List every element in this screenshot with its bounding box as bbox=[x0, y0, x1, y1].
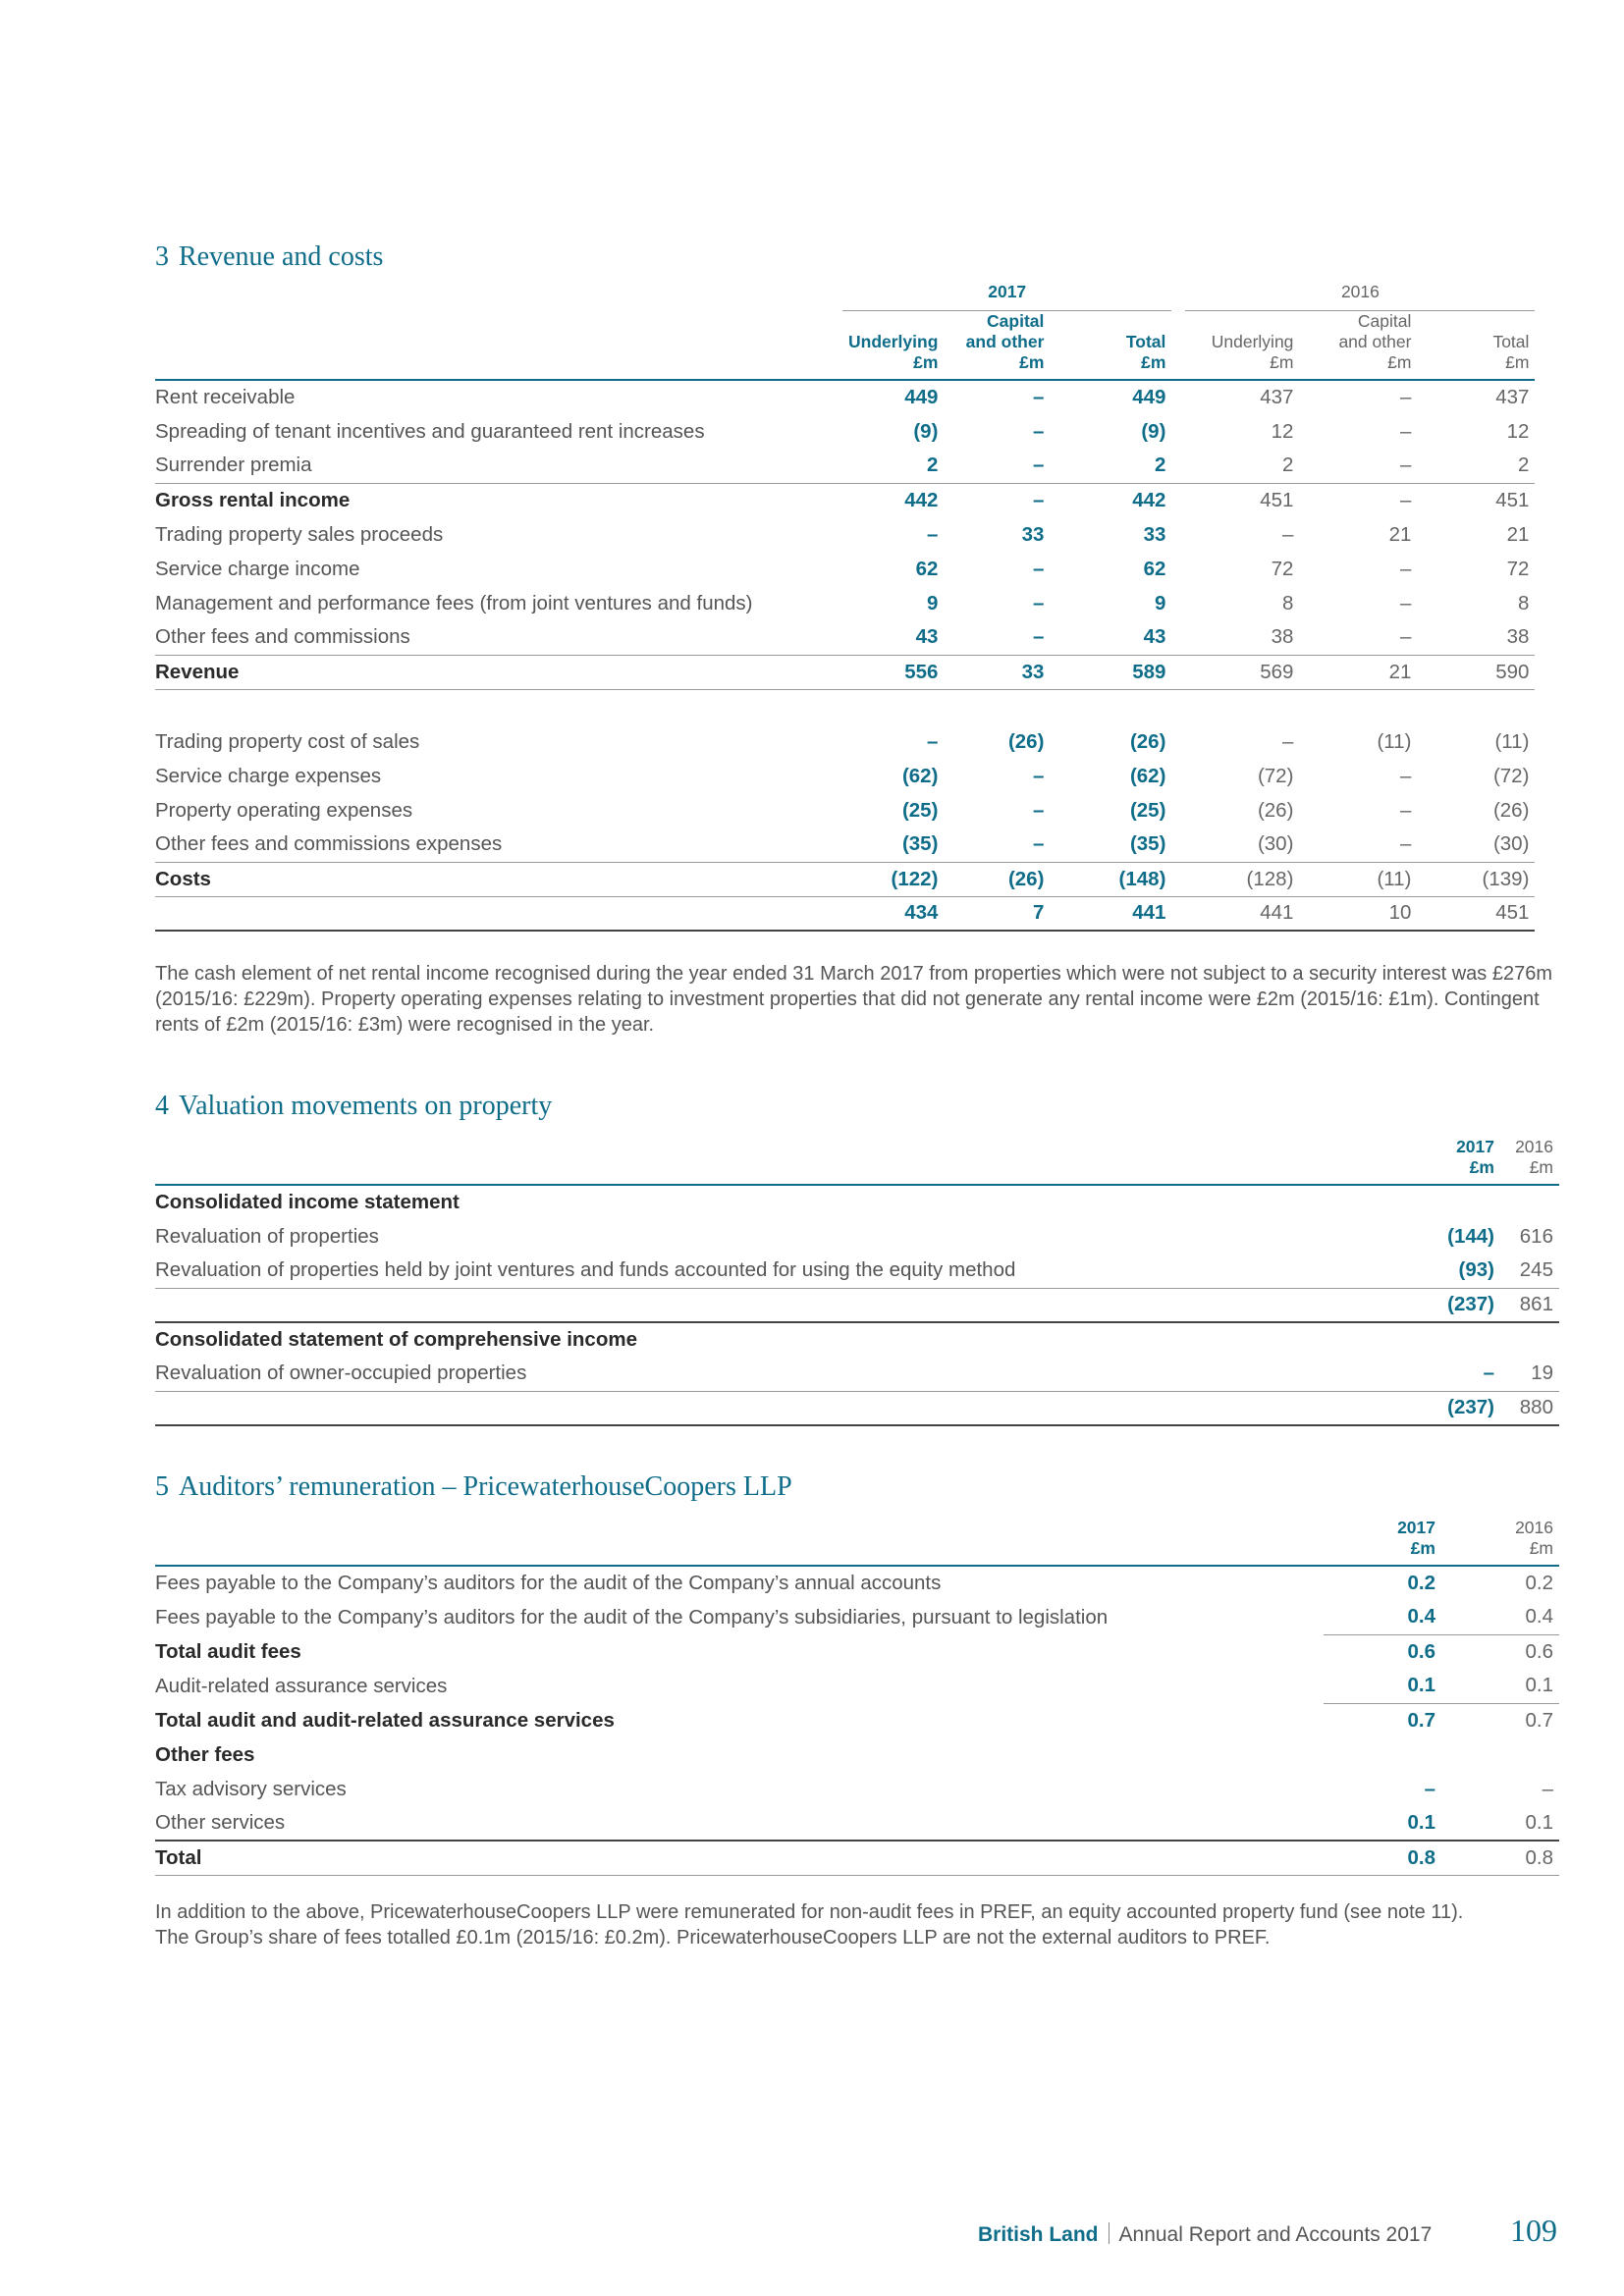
total-row bbox=[155, 1391, 1559, 1425]
cell: 434 bbox=[842, 896, 944, 931]
cell: (93) bbox=[1441, 1254, 1500, 1288]
row-label: Costs bbox=[155, 862, 842, 896]
note-number: 5 bbox=[155, 1471, 169, 1502]
cell: – bbox=[1400, 798, 1412, 822]
cell: – bbox=[1282, 522, 1294, 546]
table-row bbox=[155, 793, 1535, 828]
row-label: Revaluation of properties held by joint ventures and funds accounted for using the equity method bbox=[155, 1254, 1441, 1288]
row-label: Tax advisory services bbox=[155, 1777, 347, 1800]
cell: (26) bbox=[1129, 729, 1166, 753]
cell: – bbox=[1033, 419, 1045, 443]
cell: 0.1 bbox=[1441, 1806, 1559, 1841]
col-capital-prior: Capital and other £m bbox=[1299, 311, 1417, 381]
cell: 8 bbox=[1282, 591, 1294, 614]
row-label: Other fees and commissions bbox=[155, 620, 842, 655]
table-row bbox=[155, 517, 1535, 552]
cell: 10 bbox=[1299, 896, 1417, 931]
row-label: Fees payable to the Company’s auditors for the audit of the Company’s annual accounts bbox=[155, 1572, 942, 1594]
cell: (30) bbox=[1417, 828, 1535, 862]
cell: (26) bbox=[1007, 729, 1045, 753]
row-label: Trading property sales proceeds bbox=[155, 522, 444, 546]
cell: 9 bbox=[927, 591, 939, 614]
cell: – bbox=[1033, 488, 1045, 511]
col-2016: 2016 £m bbox=[1441, 1518, 1559, 1566]
cell: 19 bbox=[1500, 1357, 1559, 1391]
table-row bbox=[155, 759, 1535, 793]
cell bbox=[1324, 1737, 1441, 1772]
row-label: Total audit and audit-related assurance services bbox=[155, 1708, 615, 1732]
cell: 72 bbox=[1271, 557, 1294, 580]
cell: – bbox=[1400, 591, 1412, 614]
cell: 0.2 bbox=[1525, 1572, 1553, 1594]
year-prior: 2016 bbox=[1185, 278, 1535, 311]
cell: 21 bbox=[1506, 522, 1530, 546]
cell: (144) bbox=[1447, 1224, 1494, 1248]
cell: 0.2 bbox=[1407, 1572, 1435, 1594]
cell: – bbox=[1424, 1777, 1435, 1800]
note-3-heading bbox=[155, 241, 383, 273]
col-2017: 2017 £m bbox=[1441, 1137, 1500, 1185]
cell: 43 bbox=[1050, 620, 1171, 655]
cell: 2 bbox=[1050, 449, 1171, 483]
table-row bbox=[155, 1669, 1559, 1703]
row-label: Total bbox=[155, 1841, 1324, 1875]
cell: 0.7 bbox=[1525, 1708, 1553, 1732]
cell: 0.8 bbox=[1324, 1841, 1441, 1875]
cell: (72) bbox=[1492, 764, 1530, 787]
col-underlying-prior: Underlying £m bbox=[1185, 311, 1299, 381]
cell: 616 bbox=[1519, 1224, 1553, 1248]
page-number: 109 bbox=[1510, 2213, 1557, 2248]
note-number: 4 bbox=[155, 1091, 169, 1121]
brand-name: British Land bbox=[978, 2223, 1099, 2246]
row-label: Spreading of tenant incentives and guaranteed rent increases bbox=[155, 419, 705, 443]
cell: 442 bbox=[904, 488, 939, 511]
cell: – bbox=[927, 522, 939, 546]
cell: (122) bbox=[842, 862, 944, 896]
cell: 442 bbox=[1132, 488, 1166, 511]
column-header-row bbox=[155, 1137, 1559, 1185]
table-row bbox=[155, 586, 1535, 620]
cell: (11) bbox=[1494, 729, 1530, 753]
page-footer bbox=[978, 2222, 1432, 2247]
group-heading-row bbox=[155, 1737, 1559, 1772]
row-label: Trading property cost of sales bbox=[155, 729, 420, 753]
column-header-row bbox=[155, 1518, 1559, 1566]
cell: 2 bbox=[1417, 449, 1535, 483]
row-label: Total audit fees bbox=[155, 1639, 301, 1663]
cell: (237) bbox=[1441, 1391, 1500, 1425]
cell: 589 bbox=[1050, 655, 1171, 689]
table-row bbox=[155, 1806, 1559, 1841]
cell: – bbox=[1299, 449, 1417, 483]
auditors-remuneration-table bbox=[155, 1518, 1559, 1876]
row-label: Service charge expenses bbox=[155, 764, 382, 787]
table-row bbox=[155, 620, 1535, 655]
row-label: Revaluation of properties bbox=[155, 1224, 379, 1248]
note-title: Valuation movements on property bbox=[179, 1091, 553, 1121]
row-label: Property operating expenses bbox=[155, 798, 413, 822]
cell: – bbox=[1400, 419, 1412, 443]
cell: – bbox=[1033, 798, 1045, 822]
cell: (237) bbox=[1441, 1288, 1500, 1322]
cell: (148) bbox=[1050, 862, 1171, 896]
table-row bbox=[155, 1566, 1559, 1600]
cell: (9) bbox=[913, 419, 939, 443]
cell: (9) bbox=[1141, 419, 1166, 443]
cell: – bbox=[1400, 557, 1412, 580]
cell: 590 bbox=[1417, 655, 1535, 689]
cell: 0.1 bbox=[1441, 1669, 1559, 1703]
cell: 21 bbox=[1388, 522, 1412, 546]
note-number: 3 bbox=[155, 241, 169, 272]
cell: 43 bbox=[842, 620, 944, 655]
table-row bbox=[155, 1219, 1559, 1254]
cell: 451 bbox=[1260, 488, 1294, 511]
cell: 9 bbox=[1155, 591, 1166, 614]
revenue-costs-table bbox=[155, 278, 1535, 932]
cell: – bbox=[1033, 557, 1045, 580]
cell: 569 bbox=[1185, 655, 1299, 689]
cell: – bbox=[927, 729, 939, 753]
subtotal-row bbox=[155, 1634, 1559, 1669]
cell: 72 bbox=[1506, 557, 1530, 580]
cell: – bbox=[1400, 488, 1412, 511]
note-title: Revenue and costs bbox=[179, 241, 384, 272]
cell: (72) bbox=[1257, 764, 1294, 787]
cell bbox=[1500, 1185, 1559, 1219]
table-row bbox=[155, 724, 1535, 759]
cell: 12 bbox=[1506, 419, 1530, 443]
cell: (11) bbox=[1299, 862, 1417, 896]
row-label: Other fees and commissions expenses bbox=[155, 828, 842, 862]
row-label bbox=[155, 896, 842, 931]
cell: 441 bbox=[1185, 896, 1299, 931]
row-label: Consolidated statement of comprehensive income bbox=[155, 1328, 637, 1351]
note-title: Auditors’ remuneration – PricewaterhouseCoopers LLP bbox=[179, 1471, 792, 1502]
cell: 861 bbox=[1500, 1288, 1559, 1322]
subtotal-row bbox=[155, 862, 1535, 896]
col-capital-current: Capital and other £m bbox=[944, 311, 1050, 381]
cell: – bbox=[944, 828, 1050, 862]
cell bbox=[1441, 1322, 1500, 1357]
col-2017: 2017 £m bbox=[1324, 1518, 1441, 1566]
cell: 0.1 bbox=[1324, 1669, 1441, 1703]
row-label: Fees payable to the Company’s auditors for the audit of the Company’s subsidiaries, pursuant to legislation bbox=[155, 1605, 1109, 1629]
row-label: Surrender premia bbox=[155, 449, 842, 483]
footer-divider bbox=[1109, 2222, 1110, 2244]
cell: – bbox=[1033, 386, 1045, 408]
row-label bbox=[155, 1288, 1441, 1322]
cell: – bbox=[1282, 729, 1294, 753]
row-label: Audit-related assurance services bbox=[155, 1674, 448, 1697]
cell bbox=[1441, 1737, 1559, 1772]
cell: 38 bbox=[1185, 620, 1299, 655]
cell: – bbox=[1033, 764, 1045, 787]
cell bbox=[1441, 1185, 1500, 1219]
cell: 437 bbox=[1260, 386, 1294, 408]
cell: 451 bbox=[1417, 896, 1535, 931]
cell: 0.8 bbox=[1441, 1841, 1559, 1875]
row-label: Revenue bbox=[155, 655, 842, 689]
row-label: Consolidated income statement bbox=[155, 1191, 460, 1213]
table-row bbox=[155, 380, 1535, 414]
cell: 62 bbox=[1143, 557, 1166, 580]
col-total-prior: Total £m bbox=[1417, 311, 1535, 381]
cell: (26) bbox=[1257, 798, 1294, 822]
note-3-paragraph: The cash element of net rental income recognised during the year ended 31 March 2017 from properties which were not subject to a security interest was £276m (2015/16: £229m). Property operating expenses relating to investment properties that did not generate any rental income were £2m (2015/16: £1m). Contingent rents of £2m (2015/16: £3m) were recognised in the year. bbox=[155, 963, 1552, 1036]
cell: – bbox=[944, 449, 1050, 483]
cell: 2 bbox=[1185, 449, 1299, 483]
cell: 437 bbox=[1495, 386, 1530, 408]
cell: 8 bbox=[1518, 591, 1530, 614]
cell: (62) bbox=[1129, 764, 1166, 787]
row-label: Service charge income bbox=[155, 557, 360, 580]
cell: 0.7 bbox=[1407, 1708, 1435, 1732]
cell: 21 bbox=[1299, 655, 1417, 689]
cell: 449 bbox=[904, 386, 939, 408]
cell: (128) bbox=[1185, 862, 1299, 896]
cell: 245 bbox=[1500, 1254, 1559, 1288]
table-row bbox=[155, 1254, 1559, 1288]
cell: 880 bbox=[1500, 1391, 1559, 1425]
note-4-heading bbox=[155, 1091, 552, 1122]
note-5-heading bbox=[155, 1471, 792, 1503]
col-total-current: Total £m bbox=[1050, 311, 1171, 381]
cell: 449 bbox=[1132, 386, 1166, 408]
table-row bbox=[155, 1600, 1559, 1634]
cell: – bbox=[1400, 386, 1412, 408]
table-row bbox=[155, 1772, 1559, 1806]
cell: (25) bbox=[901, 798, 939, 822]
col-2016: 2016 £m bbox=[1500, 1137, 1559, 1185]
cell: (26) bbox=[944, 862, 1050, 896]
cell: 556 bbox=[842, 655, 944, 689]
row-label: Revaluation of owner-occupied properties bbox=[155, 1357, 1441, 1391]
cell: 33 bbox=[944, 655, 1050, 689]
cell: 0.4 bbox=[1324, 1600, 1441, 1634]
subtotal-row bbox=[155, 1703, 1559, 1737]
cell: 62 bbox=[915, 557, 939, 580]
cell: – bbox=[1542, 1777, 1553, 1800]
cell: 441 bbox=[1050, 896, 1171, 931]
cell: 7 bbox=[944, 896, 1050, 931]
valuation-movements-table bbox=[155, 1137, 1559, 1426]
subtotal-row bbox=[155, 655, 1535, 689]
row-label bbox=[155, 1391, 1441, 1425]
cell: (62) bbox=[901, 764, 939, 787]
table-row bbox=[155, 449, 1535, 483]
cell: 38 bbox=[1417, 620, 1535, 655]
cell: – bbox=[1299, 620, 1417, 655]
spacer-row bbox=[155, 689, 1535, 724]
cell: – bbox=[1299, 828, 1417, 862]
cell: (139) bbox=[1417, 862, 1535, 896]
total-row bbox=[155, 1841, 1559, 1875]
cell: 0.6 bbox=[1525, 1639, 1553, 1663]
cell: 451 bbox=[1495, 488, 1530, 511]
cell: – bbox=[944, 620, 1050, 655]
note-5-paragraph: In addition to the above, PricewaterhouseCoopers LLP were remunerated for non-audit fees in PREF, an equity accounted property fund (see note 11). The Group’s share of fees totalled £0.1m (2015/16: £0.2m). PricewaterhouseCoopers LLP are not the external auditors to PREF. bbox=[155, 1901, 1464, 1949]
total-row bbox=[155, 896, 1535, 931]
cell: – bbox=[1400, 764, 1412, 787]
table-row bbox=[155, 828, 1535, 862]
col-underlying-current: Underlying £m bbox=[842, 311, 944, 381]
cell: (35) bbox=[842, 828, 944, 862]
row-label: Rent receivable bbox=[155, 386, 296, 408]
row-label: Other fees bbox=[155, 1742, 255, 1766]
row-label: Other services bbox=[155, 1806, 1324, 1841]
subtotal-row bbox=[155, 483, 1535, 517]
cell: – bbox=[1441, 1357, 1500, 1391]
cell: (25) bbox=[1129, 798, 1166, 822]
cell: (11) bbox=[1377, 729, 1412, 753]
group-heading-row bbox=[155, 1322, 1559, 1357]
cell: – bbox=[1033, 591, 1045, 614]
year-header-row bbox=[155, 278, 1535, 311]
cell: (26) bbox=[1492, 798, 1530, 822]
publication-title: Annual Report and Accounts 2017 bbox=[1118, 2223, 1433, 2246]
table-row bbox=[155, 552, 1535, 586]
column-header-row bbox=[155, 311, 1535, 381]
table-row bbox=[155, 1357, 1559, 1391]
group-heading-row bbox=[155, 1185, 1559, 1219]
cell: 12 bbox=[1271, 419, 1294, 443]
cell: 0.4 bbox=[1441, 1600, 1559, 1634]
year-current: 2017 bbox=[842, 278, 1171, 311]
subtotal-row bbox=[155, 1288, 1559, 1322]
cell: 0.6 bbox=[1407, 1639, 1435, 1663]
table-row bbox=[155, 414, 1535, 449]
row-label: Management and performance fees (from joint ventures and funds) bbox=[155, 591, 753, 614]
cell: (35) bbox=[1050, 828, 1171, 862]
row-label: Gross rental income bbox=[155, 488, 351, 511]
cell: 2 bbox=[842, 449, 944, 483]
cell bbox=[1500, 1322, 1559, 1357]
cell: (30) bbox=[1185, 828, 1299, 862]
cell: 33 bbox=[1143, 522, 1166, 546]
cell: 0.1 bbox=[1324, 1806, 1441, 1841]
cell: 33 bbox=[1021, 522, 1045, 546]
